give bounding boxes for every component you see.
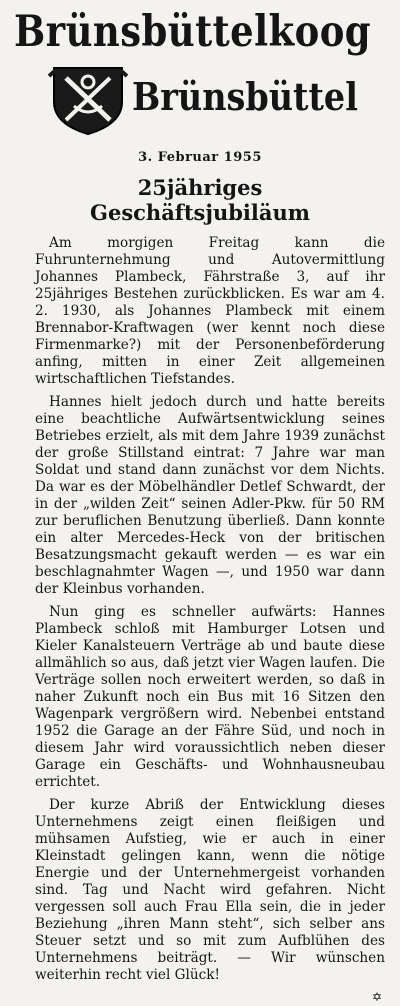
masthead-title-line1: Brünsbüttelkoog (14, 7, 372, 57)
article-headline (0, 175, 400, 225)
masthead (0, 0, 400, 135)
headline-line2: Geschäftsjubiläum (90, 200, 310, 225)
masthead-title-line2: Brünsbüttel (132, 74, 358, 119)
article-date: 3. Februar 1955 (138, 150, 262, 165)
paragraph: Der kurze Abriß der Entwicklung dieses Unternehmens zeigt einen fleißigen und mühsamen Aufstieg, wie er auch in einer Kleinstadt gelingen kann, wenn die nötige Energie und der Unternehmergeist vorhanden sind. Tag und Nacht wird gefahren. Nicht vergessen soll auch Frau Ella sein, die in jeder Beziehung „ihren Mann steht“, sich selber ans Steuer setzt und so mit zum Aufblühen des Unternehmens beiträgt. — Wir wünschen weiterhin recht viel Glück! (35, 797, 385, 983)
paragraph: Am morgigen Freitag kann die Fuhrunternehmung und Autovermittlung Johannes Plambeck, Fährstraße 3, auf ihr 25jähriges Bestehen zurückblicken. Es war am 4. 2. 1930, als Johannes Plambeck mit einem Brennabor-Kraftwagen (wer kennt noch diese Firmenmarke?) mit der Personenbeförderung anfing, mitten in einer Zeit allgemeinen wirtschaftlichen Tiefstandes. (35, 235, 385, 387)
paragraph: Nun ging es schneller aufwärts: Hannes Plambeck schloß mit Hamburger Lotsen und Kieler Kanalsteuern Verträge ab und baute diese allmählich so aus, daß jetzt vier Wagen laufen. Die Verträge sollen noch erweitert werden, so daß in naher Zukunft noch ein Bus mit 16 Sitzen den Wagenpark vergrößern wird. Nebenbei entstand 1952 die Garage an der Fähre Süd, und noch in diesem Jahr wird voraussichtlich neben dieser Garage ein Geschäfts- und Wohnhausneubau errichtet. (35, 604, 385, 790)
headline-line1: 25jähriges (137, 175, 263, 200)
end-mark-icon: ✡ (372, 990, 383, 1004)
article-body (35, 235, 385, 984)
paragraph: Hannes hielt jedoch durch und hatte bereits eine beachtliche Aufwärtsentwicklung seines Betriebes erzielt, als mit dem Jahre 1939 zunächst der große Stillstand eintrat: 7 Jahre war man Soldat und stand dann zunächst vor dem Nichts. Da war es der Möbelhändler Detlef Schwardt, der in der „wilden Zeit“ seinen Adler-Pkw. für 50 RM zur beruflichen Benutzung überließ. Dann konnte ein alter Mercedes-Heck von der britischen Besatzungsmacht gekauft werden — es war ein beschlagnahmter Wagen —, und 1950 war dann der Kleinbus vorhanden. (35, 394, 385, 597)
coat-of-arms-icon (48, 62, 128, 136)
